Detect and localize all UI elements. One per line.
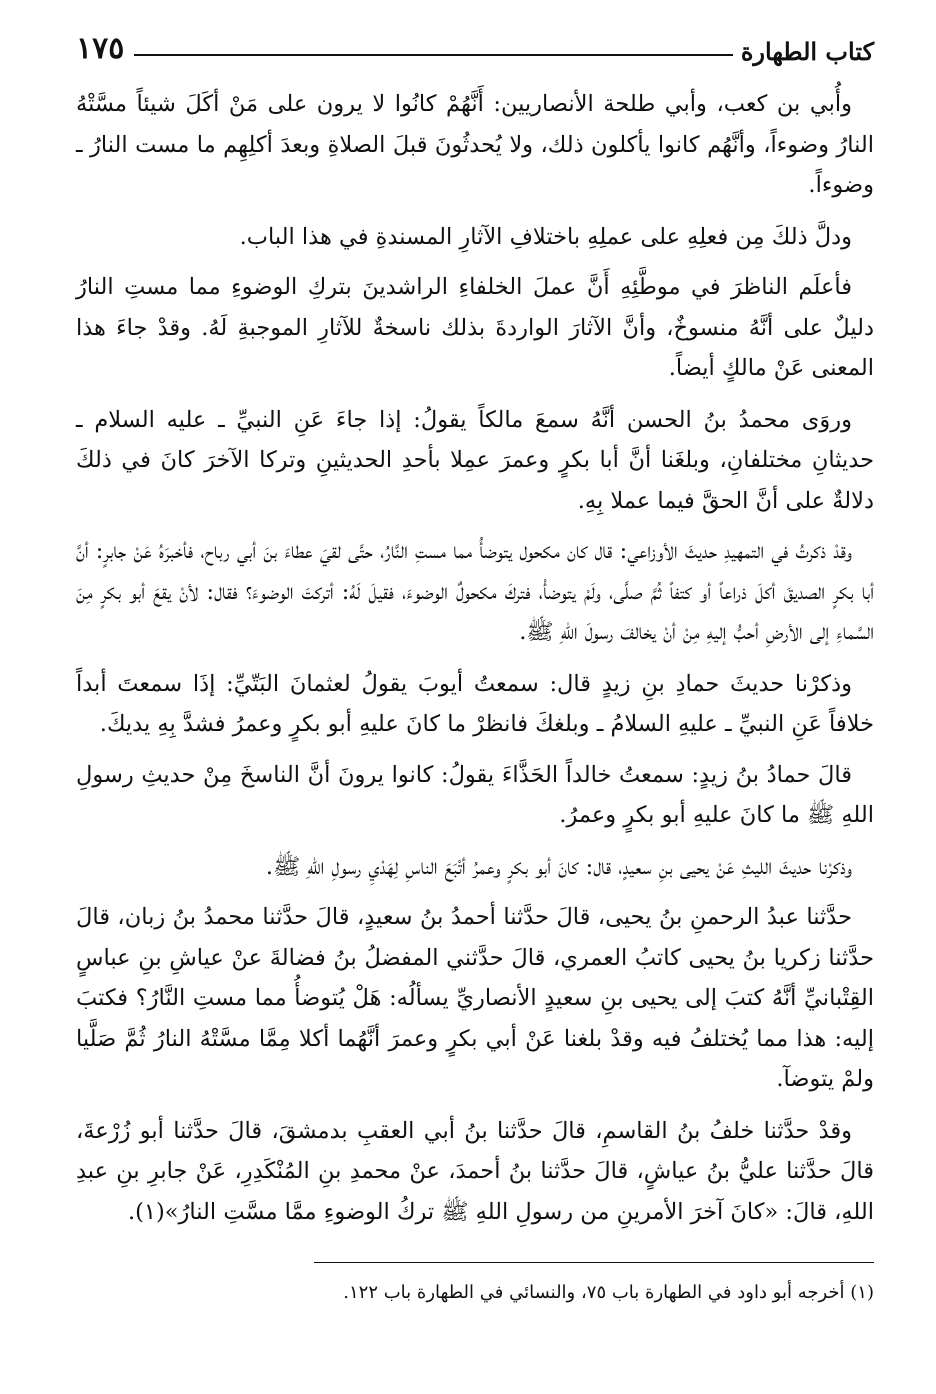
paragraph: وذكرْنا حديثَ الليثِ عَنْ يحيى بنِ سعيدٍ، قال: كانَ أبو بكرٍ وعمرُ أتْبَعَ الناسِ لِهَدْيِ رسولِ اللهِ ﷺ. xyxy=(265,853,852,880)
page-number: ١٧٥ xyxy=(76,31,125,66)
paragraph: حدَّثنا عبدُ الرحمنِ بنُ يحيى، قالَ حدَّثنا أحمدُ بنُ سعيدٍ، قالَ حدَّثنا محمدُ بنُ زبان، قالَ حدَّثنا زكريا بنُ يحيى كاتبُ العمري، قالَ حدَّثني المفضلُ بنُ فضالةَ عنْ عياشِ بنِ عباسٍ القِتْبانيِّ أنَّهُ كتبَ إلى يحيى بنِ سعيدٍ الأنصاريِّ يسألُه: هَلْ يُتوضأُ مما مستِ النَّارُ؟ فكتبَ إليه: هذا مما يُختلفُ فيه وقدْ بلغنا عَنْ أبي بكرٍ وعمرَ أنَّهُما أكلا مِمَّا مسَّتْهُ النارُ ثُمَّ صَلَّيا ولمْ يتوضآ. xyxy=(76,904,874,1092)
paragraph: وقدْ حدَّثنا خلفُ بنُ القاسمِ، قالَ حدَّثنا بنُ أبي العقبِ بدمشقَ، قالَ حدَّثنا أبو زُرْعةَ، قالَ حدَّثنا عليُّ بنُ عياشٍ، قالَ حدَّثنا بنُ أحمدَ، عنْ محمدِ بنِ المُنْكَدِرِ، عَنْ جابرِ بنِ عبدِ اللهِ، قالَ: «كانَ آخرَ الأمرينِ من رسولِ اللهِ ﷺ تركُ الوضوءِ ممَّا مسَّتِ النارُ»(١). xyxy=(76,1117,874,1225)
paragraph: وقدْ ذكرتُ في التمهيدِ حديثَ الأوزاعي: قال كان مكحول يتوضأُ مما مستِ النَّارُ، حتَّى لقيَ عطاءَ بنَ أبي رباح، فأخبرَهُ عَنْ جابرٍ: أنَّ أبا بكرٍ الصديقَ أكلَ ذراعاً أو كتفاً ثُمَّ صلَّى، ولَمْ يتوضأْ، فتركَ مكحولٌ الوضوءَ، فقيلَ لَهُ: أتركتَ الوضوءَ؟ فقال: لأنْ يقعَ أبو بكرٍ مِنَ السَّماءِ إلى الأرضِ أحبُّ إليهِ مِنْ أنْ يخالفَ رسولَ اللهِ ﷺ. xyxy=(76,538,874,645)
paragraph: وروَى محمدُ بنُ الحسن أنَّهُ سمعَ مالكاً يقولُ: إذا جاءَ عَنِ النبيِّ ـ عليه السلام ـ حديثانِ مختلفانِ، وبلغَنا أنَّ أبا بكرٍ وعمرَ عمِلا بأحدِ الحديثينِ وتركا الآخرَ كانَ في ذلكَ دلالةٌ على أنَّ الحقَّ فيما عملا بِهِ. xyxy=(76,406,874,514)
paragraph: وأُبي بن كعب، وأبي طلحة الأنصاريين: أَنَّهُمْ كانُوا لا يرون على مَنْ أكَلَ شيئاً مسَّتْهُ النارُ وضوءاً، وأنَّهُم كانوا يأكلون ذلك، ولا يُحدثُونَ قبلَ الصلاةِ وبعدَ أكلِهِم ما مست النارُ ـ وضوءاً. xyxy=(76,91,874,198)
paragraph: قالَ حمادُ بنُ زيدٍ: سمعتُ خالداً الحَذَّاءَ يقولُ: كانوا يرونَ أنَّ الناسخَ مِنْ حديثِ رسولِ اللهِ ﷺ ما كانَ عليهِ أبو بكرٍ وعمرُ. xyxy=(76,761,874,828)
paragraph: ودلَّ ذلكَ مِن فعلِهِ على عملِهِ باختلافِ الآثارِ المسندةِ في هذا الباب. xyxy=(239,223,852,250)
header-rule xyxy=(134,54,733,56)
footnote: (١) أخرجه أبو داود في الطهارة باب ٧٥، والنسائي في الطهارة باب ١٢٢. xyxy=(343,1282,874,1303)
running-header xyxy=(76,22,874,66)
main-text xyxy=(76,84,874,1232)
book-title: كتاب الطهارة xyxy=(740,37,874,66)
paragraph: وذكرْنا حديثَ حمادِ بنِ زيدٍ قال: سمعتُ أيوبَ يقولُ لعثمانَ البَتّيِّ: إذَا سمعتَ أبداً خلافاً عَنِ النبيِّ ـ عليهِ السلامُ ـ وبلغكَ فانظرْ ما كانَ عليهِ أبو بكرٍ وعمرُ فشدَّ بِهِ يديكَ. xyxy=(76,670,874,737)
paragraph: فأعلَم الناظرَ في موطَّئِهِ أَنَّ عملَ الخلفاءِ الراشدينَ بتركِ الوضوءِ مما مستِ النارُ دليلٌ على أنَّهُ منسوخٌ، وأنَّ الآثارَ الواردةَ بذلك ناسخةٌ للآثارِ الموجبةِ لَهُ. وقدْ جاءَ هذا المعنى عَنْ مالكٍ أيضاً. xyxy=(76,274,874,381)
footnote-separator xyxy=(314,1262,874,1263)
